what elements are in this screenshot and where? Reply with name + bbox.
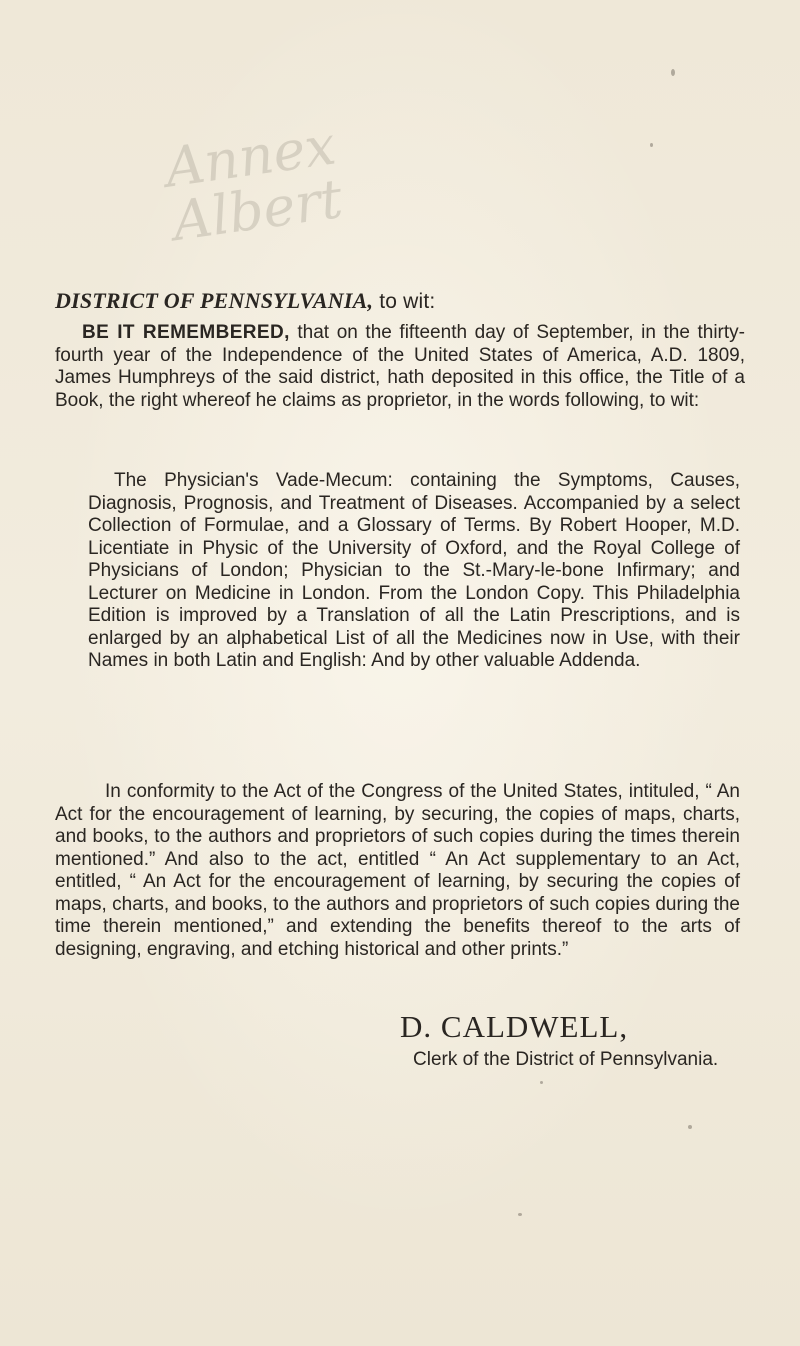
paper-speck (518, 1213, 522, 1216)
district-name: DISTRICT OF PENNSYLVANIA, (55, 288, 374, 313)
paper-speck (688, 1125, 692, 1129)
book-title-paragraph: The Physician's Vade-Mecum: containing the Symptoms, Causes, Diagnosis, Prognosis, and Treatment of Diseases. Accompanied by a select Collection of Formulae, and a Glossary of Terms. By Robert Hooper, M.D. Licentiate in Physic of the University of Oxford, and the Royal College of Physicians of London; Physician to the St.-Mary-le-bone Infirmary; and Lecturer on Medicine in London. From the London Copy. This Philadelphia Edition is improved by a Translation of all the Latin Prescriptions, and is enlarged by an alphabetical List of all the Medicines now in Use, with their Names in both Latin and English: And by other valuable Addenda. (88, 470, 740, 671)
handwritten-inscription: Annex Albert (161, 113, 347, 254)
remembered-body: that on the fifteenth day of September, in the thirty-fourth year of the Independence of the United States of America, A.D. 1809, James Humphreys of the said district, hath deposited in this office, the Title of a Book, the right whereof he claims as proprietor, in the words following, to wit: (55, 322, 745, 411)
paper-speck (540, 1081, 543, 1084)
conformity-paragraph: In conformity to the Act of the Congress of the United States, intituled, “ An Act for the encouragement of learning, by securing, the copies of maps, charts, and books, to the authors and proprietors of such copies during the times therein mentioned.” And also to the act, entitled “ An Act supplementary to an Act, entitled, “ An Act for the encouragement of learning, by securing the copies of maps, charts, and books, to the authors and proprietors of such copies during the time therein mentioned,” and extending the benefits thereof to the arts of designing, engraving, and etching historical and other prints.” (55, 781, 740, 960)
paper-speck (650, 143, 653, 147)
paper-speck (671, 69, 675, 76)
remembered-lead: BE IT REMEMBERED, (82, 322, 290, 343)
remembered-paragraph (55, 322, 745, 412)
clerk-title: Clerk of the District of Pennsylvania. (413, 1049, 719, 1070)
to-wit-text: to wit: (373, 290, 436, 313)
district-heading (55, 288, 755, 314)
clerk-name: D. CALDWELL, (400, 1009, 629, 1044)
